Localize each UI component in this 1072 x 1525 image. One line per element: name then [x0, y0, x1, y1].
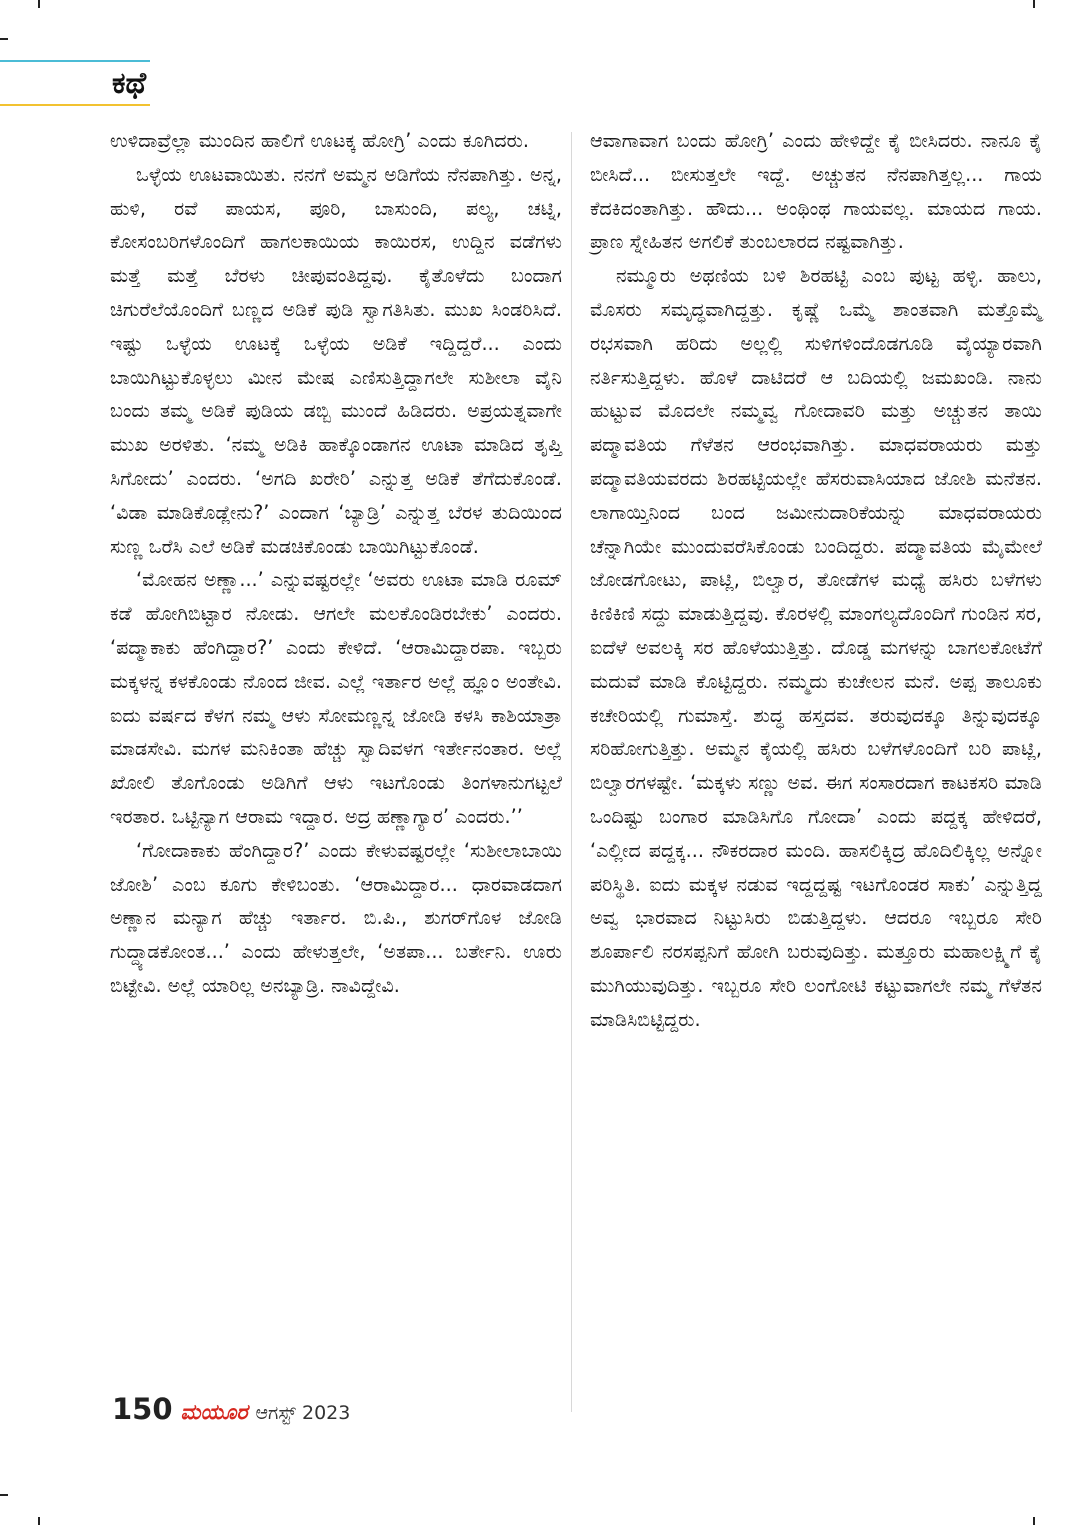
magazine-logo: ಮಯೂರ [180, 1400, 248, 1424]
section-label: ಕಥೆ [112, 66, 147, 101]
issue-date: ಆಗಸ್ಟ್ 2023 [255, 1402, 351, 1424]
page-footer [112, 1392, 350, 1432]
right-column [590, 124, 1042, 1037]
paragraph: ಒಳ್ಳೆಯ ಊಟವಾಯಿತು. ನನಗೆ ಅಮ್ಮನ ಅಡಿಗೆಯ ನೆನಪಾಗಿತ್ತು. ಅನ್ನ, ಹುಳಿ, ರವೆ ಪಾಯಸ, ಪೂರಿ, ಬಾಸುಂದಿ, ಪಲ್ಯ, ಚಟ್ನಿ, ಕೋಸಂಬರಿಗಳೊಂದಿಗೆ ಹಾಗಲಕಾಯಿಯ ಕಾಯಿರಸ, ಉದ್ದಿನ ವಡೆಗಳು ಮತ್ತೆ ಮತ್ತೆ ಬೆರಳು ಚೀಪುವಂತಿದ್ದವು. ಕೈತೊಳೆದು ಬಂದಾಗ ಚಿಗುರೆಲೆಯೊಂದಿಗೆ ಬಣ್ಣದ ಅಡಿಕೆ ಪುಡಿ ಸ್ವಾಗತಿಸಿತು. ಮುಖ ಸಿಂಡರಿಸಿದೆ. ಇಷ್ಟು ಒಳ್ಳೆಯ ಊಟಕ್ಕೆ ಒಳ್ಳೆಯ ಅಡಿಕೆ ಇದ್ದಿದ್ದರೆ... ಎಂದು ಬಾಯಿಗಿಟ್ಟುಕೊಳ್ಳಲು ಮೀನ ಮೇಷ ಎಣಿಸುತ್ತಿದ್ದಾಗಲೇ ಸುಶೀಲಾ ವೈನಿ ಬಂದು ತಮ್ಮ ಅಡಿಕೆ ಪುಡಿಯ ಡಬ್ಬಿ ಮುಂದೆ ಹಿಡಿದರು. ಅಪ್ರಯತ್ನವಾಗೇ ಮುಖ ಅರಳಿತು. ‘ನಮ್ಮ ಅಡಿಕಿ ಹಾಕ್ಕೊಂಡಾಗನ ಊಟಾ ಮಾಡಿದ ತೃಪ್ತಿ ಸಿಗೋದು’ ಎಂದರು. ‘ಅಗದಿ ಖರೇರಿ’ ಎನ್ನುತ್ತ ಅಡಿಕೆ ತೆಗೆದುಕೊಂಡೆ. ‘ವಿಡಾ ಮಾಡಿಕೊಡ್ಲೇನು?’ ಎಂದಾಗ ‘ಬ್ಯಾಡ್ರಿ’ ಎನ್ನುತ್ತ ಬೆರಳ ತುದಿಯಿಂದ ಸುಣ್ಣ ಒರೆಸಿ ಎಲೆ ಅಡಿಕೆ ಮಡಚಿಕೊಂಡು ಬಾಯಿಗಿಟ್ಟುಕೊಂಡೆ. [110, 162, 562, 558]
paragraph: ‘ಮೋಹನ ಅಣ್ಣಾ...’ ಎನ್ನುವಷ್ಟರಲ್ಲೇ ‘ಅವರು ಊಟಾ ಮಾಡಿ ರೂಮ್ ಕಡೆ ಹೋಗಿಬಿಟ್ಟಾರ ನೋಡು. ಆಗಲೇ ಮಲಕೊಂಡಿರಬೇಕು’ ಎಂದರು. ‘ಪದ್ಮಾಕಾಕು ಹೆಂಗಿದ್ದಾರ?’ ಎಂದು ಕೇಳಿದೆ. ‘ಆರಾಮಿದ್ದಾರಪಾ. ಇಬ್ಬರು ಮಕ್ಕಳನ್ನ ಕಳಕೊಂಡು ನೊಂದ ಜೀವ. ಎಲ್ಲೆ ಇರ್ತಾರ ಅಲ್ಲೆ ಹ್ಞೂಂ ಅಂತೇವಿ. ಐದು ವರ್ಷದ ಕೆಳಗ ನಮ್ಮ ಆಳು ಸೋಮಣ್ಣನ್ನ ಜೋಡಿ ಕಳಸಿ ಕಾಶಿಯಾತ್ರಾ ಮಾಡಸೇವಿ. ಮಗಳ ಮನಿಕಿಂತಾ ಹೆಚ್ಚು ಸ್ವಾದಿವಳಗ ಇರ್ತೇನಂತಾರ. ಅಲ್ಲೆ ಖೋಲಿ ತೊಗೊಂಡು ಅಡಿಗಿಗೆ ಆಳು ಇಟಗೊಂಡು ತಿಂಗಳಾನುಗಟ್ಟಲೆ ಇರತಾರ. ಒಟ್ಟಿನ್ಯಾಗ ಆರಾಮ ಇದ್ದಾರ. ಅದ್ರ ಹಣ್ಣಾಗ್ಯಾರ’ ಎಂದರು.’’ [110, 568, 562, 828]
section-rule-bottom [0, 104, 150, 106]
left-column [110, 124, 562, 1003]
crop-mark [0, 38, 8, 40]
crop-mark [38, 0, 40, 8]
section-rule-top [0, 60, 150, 62]
crop-mark [1033, 1517, 1035, 1525]
crop-mark [38, 1517, 40, 1525]
paragraph: ಉಳಿದಾವ್ರೆಲ್ಲಾ ಮುಂದಿನ ಹಾಲಿಗೆ ಊಟಕ್ಕ ಹೋಗ್ರಿ’ ಎಂದು ಕೂಗಿದರು. [110, 129, 529, 152]
crop-mark [1033, 0, 1035, 8]
crop-mark [0, 1494, 8, 1496]
paragraph: ನಮ್ಮೂರು ಅಥಣಿಯ ಬಳಿ ಶಿರಹಟ್ಟಿ ಎಂಬ ಪುಟ್ಟ ಹಳ್ಳಿ. ಹಾಲು, ಮೊಸರು ಸಮೃದ್ಧವಾಗಿದ್ದತ್ತು. ಕೃಷ್ಣೆ ಒಮ್ಮೆ ಶಾಂತವಾಗಿ ಮತ್ತೊಮ್ಮೆ ರಭಸವಾಗಿ ಹರಿದು ಅಲ್ಲಲ್ಲಿ ಸುಳಿಗಳಿಂದೊಡಗೂಡಿ ವೈಯ್ಯಾರವಾಗಿ ನರ್ತಿಸುತ್ತಿದ್ದಳು. ಹೊಳೆ ದಾಟಿದರೆ ಆ ಬದಿಯಲ್ಲಿ ಜಮಖಂಡಿ. ನಾನು ಹುಟ್ಟುವ ಮೊದಲೇ ನಮ್ಮವ್ವ ಗೋದಾವರಿ ಮತ್ತು ಅಚ್ಚುತನ ತಾಯಿ ಪದ್ಮಾವತಿಯ ಗೆಳೆತನ ಆರಂಭವಾಗಿತ್ತು. ಮಾಧವರಾಯರು ಮತ್ತು ಪದ್ಮಾವತಿಯವರದು ಶಿರಹಟ್ಟಿಯಲ್ಲೇ ಹೆಸರುವಾಸಿಯಾದ ಜೋಶಿ ಮನೆತನ. ಲಾಗಾಯ್ತಿನಿಂದ ಬಂದ ಜಮೀನುದಾರಿಕೆಯನ್ನು ಮಾಧವರಾಯರು ಚೆನ್ನಾಗಿಯೇ ಮುಂದುವರೆಸಿಕೊಂಡು ಬಂದಿದ್ದರು. ಪದ್ಮಾವತಿಯ ಮೈಮೇಲೆ ಜೋಡಗೋಟು, ಪಾಟ್ಲಿ, ಬಿಲ್ವಾರ, ತೋಡೆಗಳ ಮಧ್ಯೆ ಹಸಿರು ಬಳೆಗಳು ಕಿಣಿಕಿಣಿ ಸದ್ದು ಮಾಡುತ್ತಿದ್ದವು. ಕೊರಳಲ್ಲಿ ಮಾಂಗಲ್ಯದೊಂದಿಗೆ ಗುಂಡಿನ ಸರ, ಐದೆಳೆ ಅವಲಕ್ಕಿ ಸರ ಹೊಳೆಯುತ್ತಿತ್ತು. ದೊಡ್ಡ ಮಗಳನ್ನು ಬಾಗಲಕೋಟೆಗೆ ಮದುವೆ ಮಾಡಿ ಕೊಟ್ಟಿದ್ದರು. ನಮ್ಮದು ಕುಚೇಲನ ಮನೆ. ಅಪ್ಪ ತಾಲೂಕು ಕಚೇರಿಯಲ್ಲಿ ಗುಮಾಸ್ತೆ. ಶುದ್ಧ ಹಸ್ತದವ. ತರುವುದಕ್ಕೂ ತಿನ್ನುವುದಕ್ಕೂ ಸರಿಹೋಗುತ್ತಿತ್ತು. ಅಮ್ಮನ ಕೈಯಲ್ಲಿ ಹಸಿರು ಬಳೆಗಳೊಂದಿಗೆ ಬರಿ ಪಾಟ್ಲಿ, ಬಿಲ್ವಾರಗಳಷ್ಟೇ. ‘ಮಕ್ಕಳು ಸಣ್ಣು ಅವ. ಈಗ ಸಂಸಾರದಾಗ ಕಾಟಕಸರಿ ಮಾಡಿ ಒಂದಿಷ್ಟು ಬಂಗಾರ ಮಾಡಿಸಿಗೊ ಗೋದಾ’ ಎಂದು ಪದ್ದಕ್ಕ ಹೇಳಿದರೆ, ‘ಎಲ್ಲೀದ ಪದ್ದಕ್ಕ... ನೌಕರದಾರ ಮಂದಿ. ಹಾಸಲಿಕ್ಕಿದ್ರ ಹೊದಿಲಿಕ್ಕಿಲ್ಲ ಅನ್ನೋ ಪರಿಸ್ಥಿತಿ. ಐದು ಮಕ್ಕಳ ನಡುವ ಇದ್ದದ್ದಷ್ಟ ಇಟಗೊಂಡರ ಸಾಕು’ ಎನ್ನುತ್ತಿದ್ದ ಅವ್ವ ಭಾರವಾದ ನಿಟ್ಟುಸಿರು ಬಿಡುತ್ತಿದ್ದಳು. ಆದರೂ ಇಬ್ಬರೂ ಸೇರಿ ಶೂರ್ಪಾಲಿ ನರಸಪ್ಪನಿಗೆ ಹೋಗಿ ಬರುವುದಿತ್ತು. ಮತ್ತೂರು ಮಹಾಲಕ್ಷ್ಮಿಗೆ ಕೈ ಮುಗಿಯುವುದಿತ್ತು. ಇಬ್ಬರೂ ಸೇರಿ ಲಂಗೋಟಿ ಕಟ್ಟುವಾಗಲೇ ನಮ್ಮ ಗೆಳೆತನ ಮಾಡಿಸಿಬಿಟ್ಟಿದ್ದರು. [590, 264, 1042, 1031]
column-divider [571, 132, 572, 1412]
page-number: 150 [112, 1392, 173, 1426]
paragraph: ‘ಗೋದಾಕಾಕು ಹೆಂಗಿದ್ದಾರ?’ ಎಂದು ಕೇಳುವಷ್ಟರಲ್ಲೇ ‘ಸುಶೀಲಾಬಾಯಿ ಜೋಶಿ’ ಎಂಬ ಕೂಗು ಕೇಳಿಬಂತು. ‘ಆರಾಮಿದ್ದಾರ... ಧಾರವಾಡದಾಗ ಅಣ್ಣಾನ ಮನ್ಯಾಗ ಹೆಚ್ಚು ಇರ್ತಾರ. ಬಿ.ಪಿ., ಶುಗರ್‌ಗೊಳ ಜೋಡಿ ಗುದ್ದ್ಯಾಡಕೋಂತ...’ ಎಂದು ಹೇಳುತ್ತಲೇ, ‘ಅತಪಾ... ಬರ್ತೇನಿ. ಊರು ಬಿಟ್ಟೇವಿ. ಅಲ್ಲೆ ಯಾರಿಲ್ಲ ಅನಬ್ಯಾಡ್ರಿ. ನಾವಿದ್ದೇವಿ. [110, 838, 562, 997]
paragraph: ಆವಾಗಾವಾಗ ಬಂದು ಹೋಗ್ರಿ’ ಎಂದು ಹೇಳಿದ್ದೇ ಕೈ ಬೀಸಿದರು. ನಾನೂ ಕೈ ಬೀಸಿದೆ... ಬೀಸುತ್ತಲೇ ಇದ್ದೆ. ಅಚ್ಚುತನ ನೆನಪಾಗಿತ್ತಲ್ಲ... ಗಾಯ ಕೆದಕಿದಂತಾಗಿತ್ತು. ಹೌದು... ಅಂಥಿಂಥ ಗಾಯವಲ್ಲ. ಮಾಯದ ಗಾಯ. ಪ್ರಾಣ ಸ್ನೇಹಿತನ ಅಗಲಿಕೆ ತುಂಬಲಾರದ ನಷ್ಟವಾಗಿತ್ತು. [590, 129, 1042, 254]
